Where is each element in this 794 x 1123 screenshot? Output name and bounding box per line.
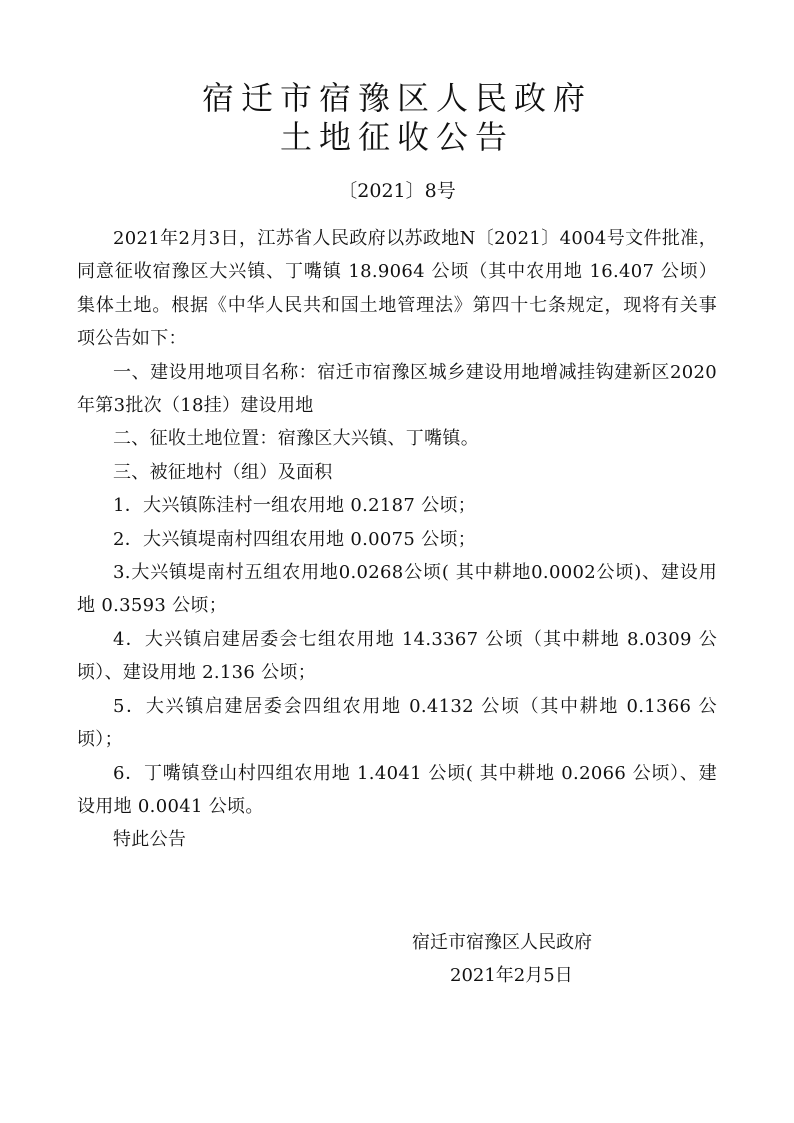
closing-text: 特此公告 xyxy=(113,829,187,851)
notice-body xyxy=(77,222,717,857)
item-villages-heading: 三、被征地村（组）及面积 xyxy=(113,461,333,483)
item-location: 二、征收土地位置：宿豫区大兴镇、丁嘴镇。 xyxy=(113,428,479,450)
village-entry: 2．大兴镇堤南村四组农用地 0.0075 公顷； xyxy=(113,528,477,550)
intro-paragraph: 2021年2月3日，江苏省人民政府以苏政地N〔2021〕4004号文件批准，同意征收宿豫区大兴镇、丁嘴镇 18.9064 公顷（其中农用地 16.407 公顷）集体土地。根据《中华人民共和国土地管理法》第四十七条规定，现将有关事项公告如下： xyxy=(77,228,717,350)
title-issuer: 宿迁市宿豫区人民政府 xyxy=(201,79,592,117)
signature-date: 2021年2月5日 xyxy=(450,965,573,986)
item-project-name: 一、建设用地项目名称：宿迁市宿豫区城乡建设用地增减挂钩建新区2020年第3批次（18挂）建设用地 xyxy=(77,361,717,417)
village-entry: 6．丁嘴镇登山村四组农用地 1.4041 公顷( 其中耕地 0.2066 公顷）、建设用地 0.0041 公顷。 xyxy=(77,762,717,817)
signature-block xyxy=(410,926,660,992)
document-number: 〔2021〕8号 xyxy=(338,180,456,202)
village-entry: 4．大兴镇启建居委会七组农用地 14.3367 公顷（其中耕地 8.0309 公顷）、建设用地 2.136 公顷； xyxy=(77,628,717,684)
title-subject: 土地征收公告 xyxy=(279,118,514,156)
village-entry: 3.大兴镇堤南村五组农用地0.0268公顷( 其中耕地0.0002公顷)、建设用地 0.3593 公顷； xyxy=(77,562,717,617)
village-entry: 5．大兴镇启建居委会四组农用地 0.4132 公顷（其中耕地 0.1366 公顷）； xyxy=(77,695,717,751)
village-entry: 1．大兴镇陈洼村一组农用地 0.2187 公顷； xyxy=(113,495,477,517)
signature-organization: 宿迁市宿豫区人民政府 xyxy=(412,932,592,953)
